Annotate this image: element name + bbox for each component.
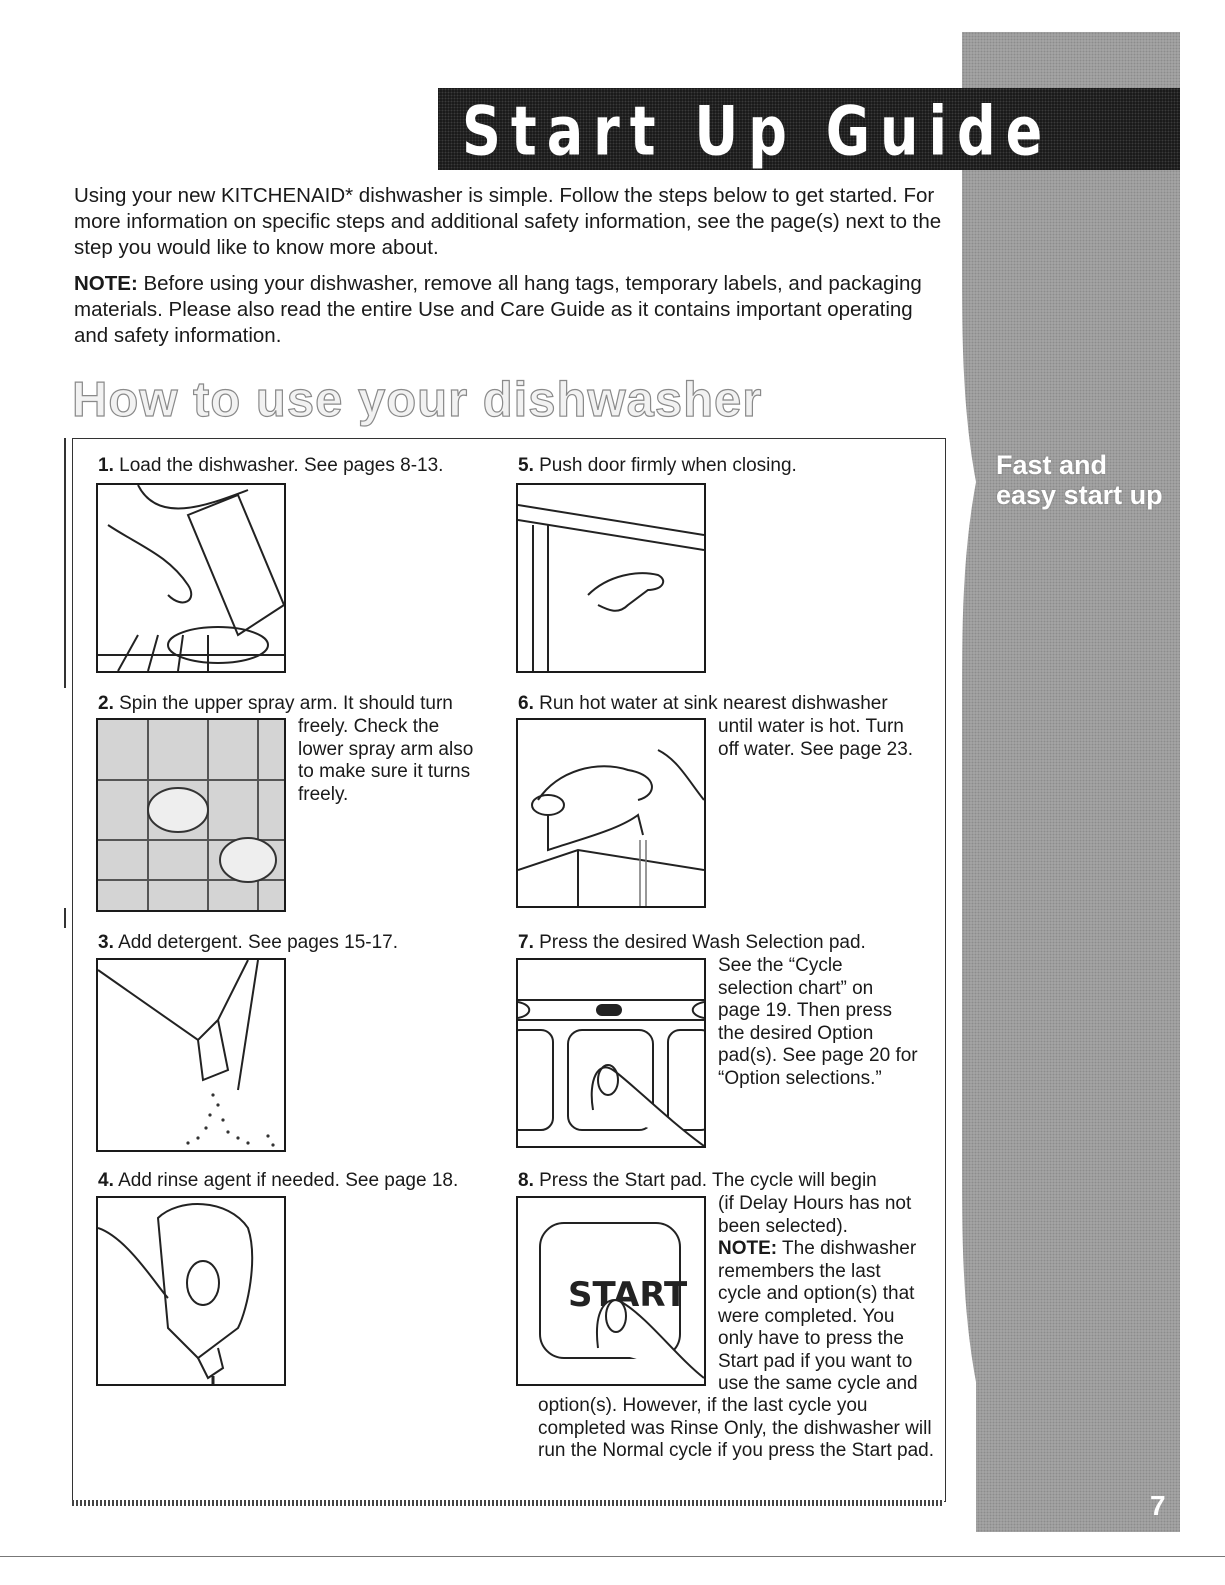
step-1-text: 1. Load the dishwasher. See pages 8-13. — [98, 455, 444, 476]
intro — [74, 183, 944, 359]
step-3-text: 3. Add detergent. See pages 15-17. — [98, 932, 399, 953]
load-dishwasher-illustration — [96, 483, 286, 673]
step-8-continued: (if Delay Hours has not been selected). NOTE: The dishwasher remembers the last cycle and option(s) that were completed. You only have to press the Start pad if you want to use the same cycle and — [718, 1193, 918, 1394]
page-number: 7 — [1150, 1490, 1166, 1521]
note-text: Before using your dishwasher, remove all hang tags, temporary labels, and packaging materials. Please also read the entire Use and Care Guide as it contains important operating and safety information. — [74, 272, 922, 347]
step-7-continued: See the “Cycle selection chart” on page 19. Then press the desired Option pad(s). See page 20 for “Option selections.” — [718, 955, 918, 1089]
spray-arm-illustration — [96, 718, 286, 912]
wash-selection-illustration — [516, 958, 706, 1148]
step-7-text: 7. Press the desired Wash Selection pad. — [518, 932, 866, 953]
sidebar-band — [962, 32, 1180, 1532]
sidebar-tagline: Fast and easy start up — [996, 450, 1163, 510]
step-2-continued: freely. Check the lower spray arm also to make sure it turns freely. — [298, 716, 474, 805]
title-bar — [438, 88, 1180, 170]
step-5-text: 5. Push door firmly when closing. — [518, 455, 797, 476]
step-8-after: option(s). However, if the last cycle you completed was Rinse Only, the dishwasher will run the Normal cycle if you press the Start pad. — [538, 1395, 935, 1461]
divider — [72, 1500, 944, 1506]
divider — [0, 1556, 1225, 1557]
close-door-illustration — [516, 483, 706, 673]
divider — [64, 438, 66, 688]
step-6-text: 6. Run hot water at sink nearest dishwasher — [518, 693, 888, 714]
detergent-illustration — [96, 958, 286, 1152]
intro-note — [74, 271, 944, 349]
start-pad-label: START — [568, 1275, 688, 1315]
page-title: Start Up Guide — [462, 92, 1053, 171]
note-label: NOTE: — [74, 272, 138, 295]
step-6-continued: until water is hot. Turn off water. See page 23. — [718, 716, 914, 760]
intro-paragraph: Using your new KITCHENAID* dishwasher is simple. Follow the steps below to get started. For more information on specific steps and additional safety information, see the page(s) next to the step you would like to know more about. — [74, 184, 942, 259]
wave-edge — [948, 32, 976, 1532]
start-pad-illustration — [516, 1196, 706, 1386]
divider — [64, 908, 66, 928]
step-2-text: 2. Spin the upper spray arm. It should turn — [98, 693, 453, 714]
step-4-text: 4. Add rinse agent if needed. See page 18. — [98, 1170, 459, 1191]
step-8-text: 8. Press the Start pad. The cycle will begin — [518, 1170, 877, 1191]
section-heading: How to use your dishwasher — [72, 373, 763, 427]
hot-water-illustration — [516, 718, 706, 908]
rinse-agent-illustration — [96, 1196, 286, 1386]
